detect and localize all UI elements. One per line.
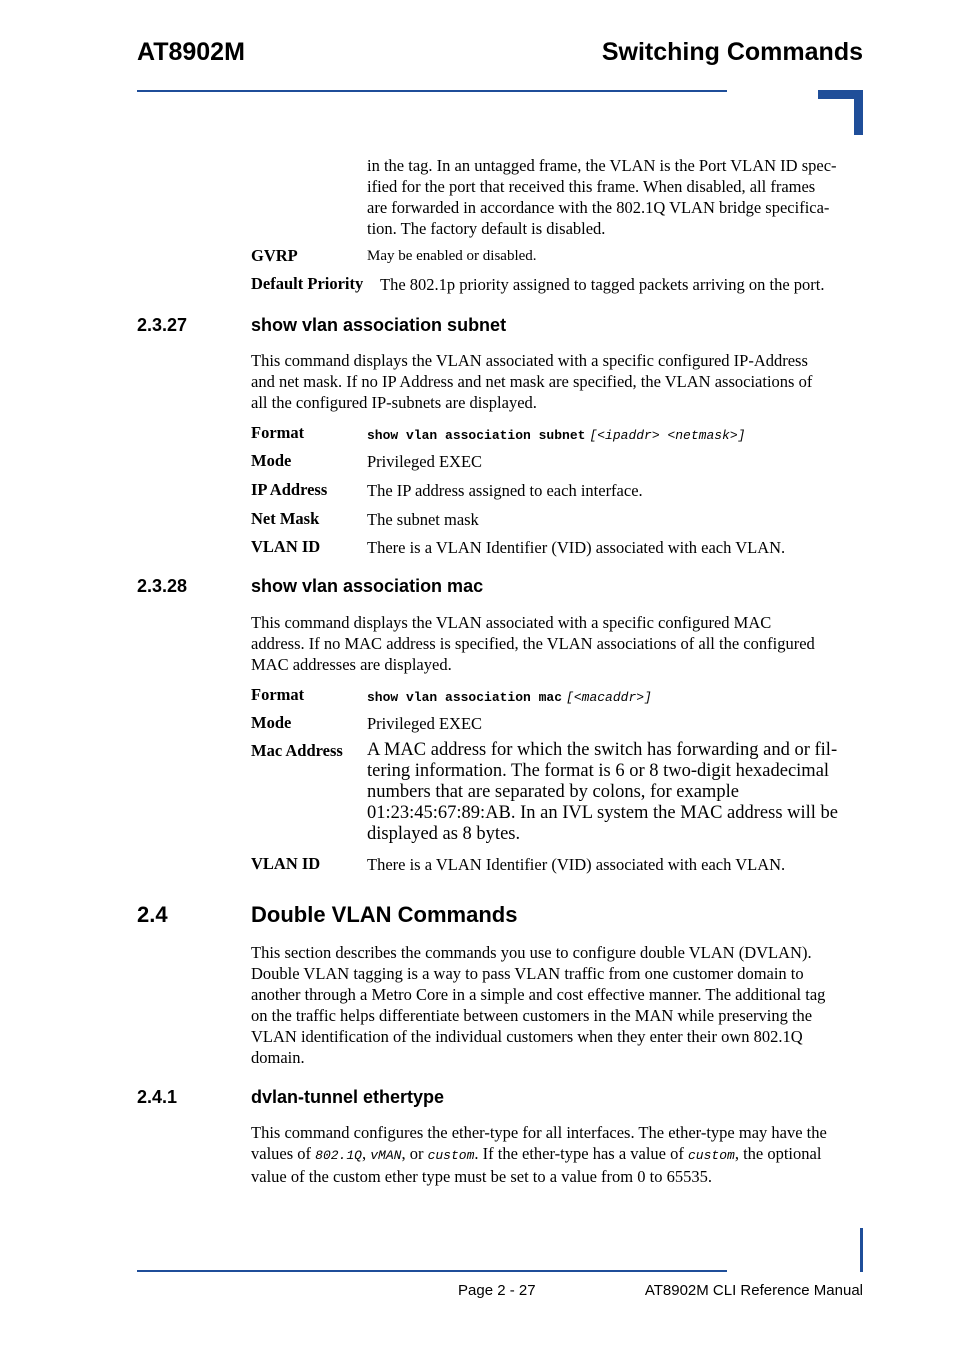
text-line: tion. The factory default is disabled. [367, 219, 606, 238]
text-line: This command displays the VLAN associated with a specific configured MAC [251, 613, 772, 632]
command-args: [<macaddr>] [566, 690, 652, 705]
text-line: This command configures the ether-type for all interfaces. The ether-type may have the [251, 1123, 827, 1142]
section-paragraph [251, 612, 871, 675]
command-text: show vlan association subnet [367, 428, 586, 443]
header-doc-id: AT8902M [137, 38, 245, 66]
command-text: show vlan association mac [367, 690, 563, 705]
text-line: on the traffic helps differentiate between customers in the MAN while preserving the [251, 1006, 813, 1025]
corner-bracket-top [818, 90, 863, 135]
section-title: show vlan association subnet [251, 315, 507, 335]
continued-paragraph [367, 155, 867, 239]
text-line: Double VLAN tagging is a way to pass VLAN traffic from one customer domain to [251, 964, 804, 983]
term-gvrp: GVRP [251, 246, 298, 265]
text-line: in the tag. In an untagged frame, the VLAN is the Port VLAN ID spec- [367, 156, 837, 175]
desc-gvrp: May be enabled or disabled. [367, 248, 537, 264]
header-rule [137, 90, 727, 92]
section-number: 2.3.27 [137, 315, 188, 335]
text-line: This command displays the VLAN associated with a specific configured IP-Address [251, 351, 808, 370]
format-command [367, 426, 745, 444]
section-paragraph [251, 350, 871, 413]
desc-net-mask: The subnet mask [367, 510, 479, 529]
term-vlan-id: VLAN ID [251, 537, 321, 556]
section-title: Double VLAN Commands [251, 902, 518, 927]
text-run: , the optional [734, 1144, 822, 1163]
text-line [251, 1143, 871, 1166]
text-line: value of the custom ether type must be set to a value from 0 to 65535. [251, 1167, 712, 1186]
text-line: numbers that are separated by colons, for example [367, 782, 739, 802]
section-number: 2.4 [137, 902, 168, 927]
command-args: [<ipaddr> <netmask>] [589, 428, 746, 443]
section-title: show vlan association mac [251, 576, 484, 596]
text-line: and net mask. If no IP Address and net mask are specified, the VLAN associations of [251, 372, 813, 391]
text-line: all the configured IP-subnets are displayed. [251, 393, 537, 412]
desc-mode: Privileged EXEC [367, 452, 483, 471]
text-run: values of [251, 1144, 316, 1163]
corner-bracket-bottom [860, 1228, 863, 1272]
footer-manual-title: AT8902M CLI Reference Manual [644, 1282, 863, 1299]
text-line: domain. [251, 1048, 305, 1067]
desc-mac-address [367, 740, 867, 845]
term-format: Format [251, 423, 305, 442]
desc-vlan-id: There is a VLAN Identifier (VID) associated with each VLAN. [367, 538, 786, 557]
text-line: A MAC address for which the switch has forwarding and or fil- [367, 740, 838, 760]
term-mode: Mode [251, 451, 292, 470]
text-run: . If the ether-type has a value of [474, 1144, 688, 1163]
desc-vlan-id: There is a VLAN Identifier (VID) associated with each VLAN. [367, 855, 786, 874]
section-paragraph [251, 942, 871, 1068]
code-value: vMAN [370, 1148, 402, 1163]
term-net-mask: Net Mask [251, 509, 320, 528]
desc-mode: Privileged EXEC [367, 714, 483, 733]
section-number: 2.3.28 [137, 576, 188, 596]
text-line: another through a Metro Core in a simple and cost effective manner. The additional tag [251, 985, 826, 1004]
code-value: custom [427, 1148, 475, 1163]
text-line: address. If no MAC address is specified, the VLAN associations of all the configured [251, 634, 815, 653]
term-mode: Mode [251, 713, 292, 732]
text-run: , [361, 1144, 371, 1163]
desc-default-priority: The 802.1p priority assigned to tagged packets arriving on the port. [380, 275, 825, 294]
text-line: VLAN identification of the individual customers when they enter their own 802.1Q [251, 1027, 803, 1046]
text-line: tering information. The format is 6 or 8 two-digit hexadecimal [367, 761, 830, 781]
code-value: 802.1Q [315, 1148, 362, 1163]
term-ip-address: IP Address [251, 480, 328, 499]
section-paragraph [251, 1122, 871, 1187]
term-vlan-id: VLAN ID [251, 854, 321, 873]
text-line: ified for the port that received this frame. When disabled, all frames [367, 177, 816, 196]
term-format: Format [251, 685, 305, 704]
text-line: displayed as 8 bytes. [367, 824, 521, 844]
text-run: , or [401, 1144, 428, 1163]
text-line: 01:23:45:67:89:AB. In an IVL system the MAC address will be [367, 803, 839, 823]
header-chapter-title: Switching Commands [601, 38, 863, 66]
format-command [367, 688, 652, 706]
page-number: Page 2 - 27 [458, 1282, 536, 1299]
text-line: MAC addresses are displayed. [251, 655, 452, 674]
term-mac-address: Mac Address [251, 741, 343, 760]
section-number: 2.4.1 [137, 1087, 178, 1107]
desc-ip-address: The IP address assigned to each interface. [367, 481, 643, 500]
code-value: custom [688, 1148, 735, 1163]
text-line: are forwarded in accordance with the 802.1Q VLAN bridge specifica- [367, 198, 830, 217]
section-title: dvlan-tunnel ethertype [251, 1087, 445, 1107]
text-line: This section describes the commands you use to configure double VLAN (DVLAN). [251, 943, 812, 962]
footer-rule [137, 1270, 727, 1272]
term-default-priority: Default Priority [251, 274, 364, 293]
